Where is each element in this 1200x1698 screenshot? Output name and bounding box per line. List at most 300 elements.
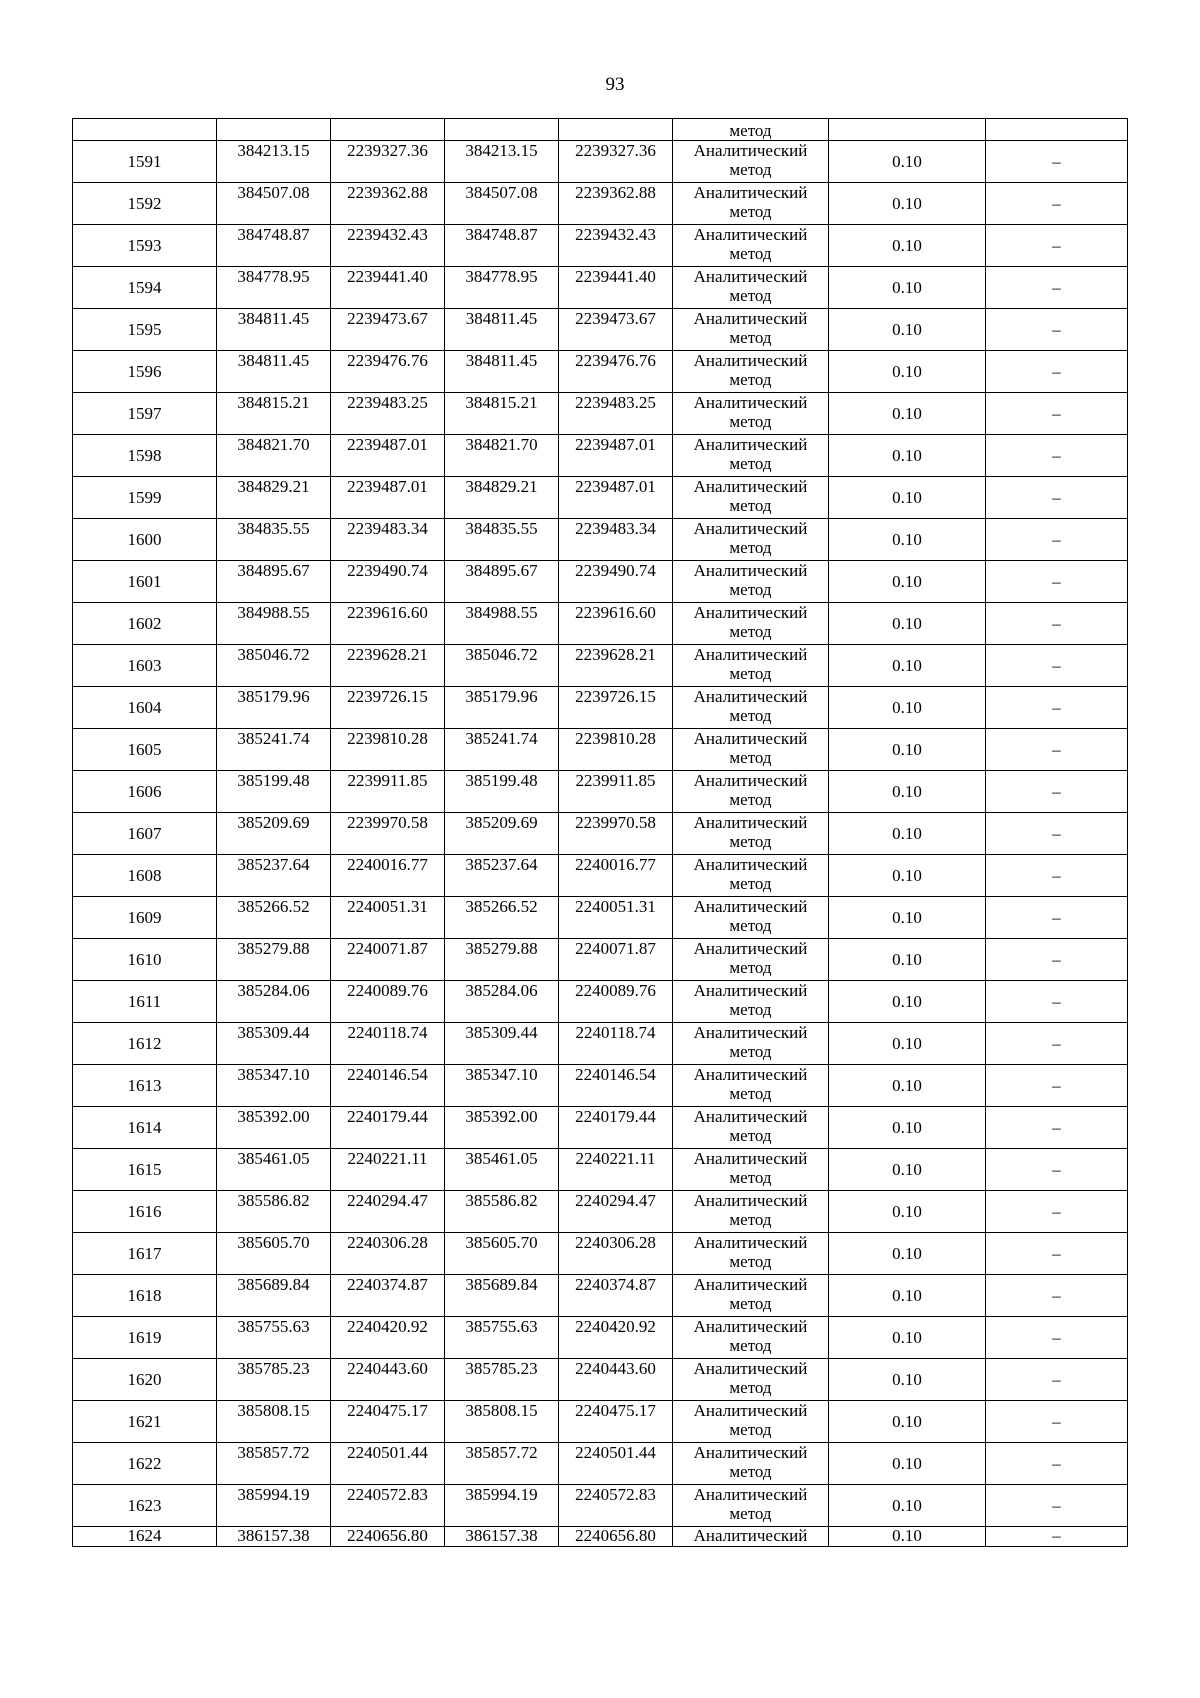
method-line-1: Аналитический [693, 351, 808, 370]
continuation-cell [986, 119, 1128, 141]
method-cell [673, 603, 829, 645]
method-line-2: метод [729, 874, 772, 893]
accuracy: 0.10 [829, 1149, 986, 1191]
note-cell: – [986, 645, 1128, 687]
accuracy: 0.10 [829, 1443, 986, 1485]
accuracy: 0.10 [829, 939, 986, 981]
note-cell: – [986, 477, 1128, 519]
method-line-2: метод [729, 244, 772, 263]
point-number: 1598 [73, 435, 217, 477]
table-row [73, 309, 1128, 351]
y-coordinate-2: 2239432.43 [559, 225, 673, 267]
method-line-2: метод [729, 160, 772, 179]
table-row [73, 1191, 1128, 1233]
y-coordinate-2: 2239490.74 [559, 561, 673, 603]
method-line-2: метод [729, 1252, 772, 1271]
y-coordinate: 2240306.28 [331, 1233, 445, 1275]
x-coordinate: 385241.74 [217, 729, 331, 771]
x-coordinate-2: 384748.87 [445, 225, 559, 267]
y-coordinate-2: 2239487.01 [559, 477, 673, 519]
note-cell: – [986, 225, 1128, 267]
method-cell [673, 813, 829, 855]
method-line-1: Аналитический [693, 267, 808, 286]
continuation-cell [829, 119, 986, 141]
method-line-2: метод [729, 706, 772, 725]
point-number: 1604 [73, 687, 217, 729]
point-number: 1607 [73, 813, 217, 855]
x-coordinate: 385266.52 [217, 897, 331, 939]
method-line-1: Аналитический [693, 1275, 808, 1294]
method-cell [673, 435, 829, 477]
table-row [73, 1065, 1128, 1107]
method-line-1: Аналитический [693, 1149, 808, 1168]
y-coordinate: 2239327.36 [331, 141, 445, 183]
method-line-2: метод [729, 370, 772, 389]
x-coordinate: 385347.10 [217, 1065, 331, 1107]
y-coordinate-2: 2239362.88 [559, 183, 673, 225]
method-line-2: метод [729, 1000, 772, 1019]
continuation-cell [73, 119, 217, 141]
point-number: 1618 [73, 1275, 217, 1317]
method-cell [673, 141, 829, 183]
method-line-2: метод [729, 412, 772, 431]
note-cell: – [986, 603, 1128, 645]
x-coordinate-2: 384213.15 [445, 141, 559, 183]
table-row [73, 1233, 1128, 1275]
point-number: 1601 [73, 561, 217, 603]
method-line-2: метод [729, 1126, 772, 1145]
x-coordinate-2: 385461.05 [445, 1149, 559, 1191]
note-cell: – [986, 1485, 1128, 1527]
accuracy: 0.10 [829, 435, 986, 477]
y-coordinate-2: 2239441.40 [559, 267, 673, 309]
method-line-1: Аналитический [693, 729, 808, 748]
x-coordinate: 384811.45 [217, 309, 331, 351]
point-number: 1591 [73, 141, 217, 183]
x-coordinate-2: 384988.55 [445, 603, 559, 645]
method-cell [673, 1023, 829, 1065]
y-coordinate: 2239487.01 [331, 477, 445, 519]
method-cell [673, 1191, 829, 1233]
method-line-2: метод [729, 286, 772, 305]
y-coordinate-2: 2240179.44 [559, 1107, 673, 1149]
note-cell: – [986, 141, 1128, 183]
x-coordinate-2: 385586.82 [445, 1191, 559, 1233]
accuracy: 0.10 [829, 687, 986, 729]
x-coordinate-2: 385241.74 [445, 729, 559, 771]
accuracy: 0.10 [829, 1317, 986, 1359]
x-coordinate: 384815.21 [217, 393, 331, 435]
table-row [73, 981, 1128, 1023]
method-line-2: метод [729, 748, 772, 767]
method-cell [673, 393, 829, 435]
x-coordinate-2: 385689.84 [445, 1275, 559, 1317]
table-row [73, 1317, 1128, 1359]
accuracy: 0.10 [829, 1023, 986, 1065]
x-coordinate-2: 385857.72 [445, 1443, 559, 1485]
table-row [73, 1485, 1128, 1527]
note-cell: – [986, 687, 1128, 729]
method-line-1: Аналитический [693, 561, 808, 580]
table-body [73, 119, 1128, 1547]
table-row [73, 519, 1128, 561]
accuracy: 0.10 [829, 729, 986, 771]
y-coordinate-2: 2240475.17 [559, 1401, 673, 1443]
note-cell: – [986, 1023, 1128, 1065]
method-line-1: Аналитический [693, 645, 808, 664]
accuracy: 0.10 [829, 225, 986, 267]
x-coordinate-2: 385994.19 [445, 1485, 559, 1527]
point-number: 1613 [73, 1065, 217, 1107]
point-number: 1615 [73, 1149, 217, 1191]
table-row [73, 435, 1128, 477]
method-line-2: метод [729, 1168, 772, 1187]
x-coordinate-2: 385605.70 [445, 1233, 559, 1275]
method-line-1: Аналитический [693, 897, 808, 916]
accuracy: 0.10 [829, 897, 986, 939]
x-coordinate-2: 385179.96 [445, 687, 559, 729]
method-cell [673, 1485, 829, 1527]
x-coordinate: 384213.15 [217, 141, 331, 183]
x-coordinate-2: 386157.38 [445, 1527, 559, 1547]
y-coordinate: 2239473.67 [331, 309, 445, 351]
point-number: 1614 [73, 1107, 217, 1149]
x-coordinate: 385461.05 [217, 1149, 331, 1191]
y-coordinate-2: 2239327.36 [559, 141, 673, 183]
point-number: 1619 [73, 1317, 217, 1359]
method-cell [673, 981, 829, 1023]
y-coordinate: 2239483.25 [331, 393, 445, 435]
x-coordinate: 385785.23 [217, 1359, 331, 1401]
note-cell: – [986, 855, 1128, 897]
y-coordinate: 2240420.92 [331, 1317, 445, 1359]
x-coordinate: 386157.38 [217, 1527, 331, 1547]
y-coordinate: 2239476.76 [331, 351, 445, 393]
y-coordinate: 2239487.01 [331, 435, 445, 477]
note-cell: – [986, 813, 1128, 855]
method-line-1: Аналитический [693, 939, 808, 958]
y-coordinate-2: 2240051.31 [559, 897, 673, 939]
table-row [73, 1107, 1128, 1149]
point-number: 1608 [73, 855, 217, 897]
accuracy: 0.10 [829, 351, 986, 393]
note-cell: – [986, 1401, 1128, 1443]
note-cell: – [986, 435, 1128, 477]
y-coordinate: 2239970.58 [331, 813, 445, 855]
method-line-1: Аналитический [693, 1443, 808, 1462]
x-coordinate-2: 384778.95 [445, 267, 559, 309]
method-line-2: метод [729, 1378, 772, 1397]
table-row [73, 687, 1128, 729]
point-number: 1620 [73, 1359, 217, 1401]
table-row [73, 393, 1128, 435]
point-number: 1592 [73, 183, 217, 225]
x-coordinate: 385994.19 [217, 1485, 331, 1527]
x-coordinate-2: 385808.15 [445, 1401, 559, 1443]
method-cell: Аналитический [673, 1527, 829, 1547]
method-line-2: метод [729, 1210, 772, 1229]
y-coordinate: 2240179.44 [331, 1107, 445, 1149]
y-coordinate-2: 2240118.74 [559, 1023, 673, 1065]
method-line-1: Аналитический [693, 1107, 808, 1126]
point-number: 1597 [73, 393, 217, 435]
y-coordinate-2: 2240572.83 [559, 1485, 673, 1527]
note-cell: – [986, 981, 1128, 1023]
accuracy: 0.10 [829, 981, 986, 1023]
point-number: 1616 [73, 1191, 217, 1233]
method-line-1: Аналитический [693, 1359, 808, 1378]
method-line-2: метод [729, 1420, 772, 1439]
x-coordinate: 385179.96 [217, 687, 331, 729]
y-coordinate: 2240572.83 [331, 1485, 445, 1527]
y-coordinate-2: 2239483.34 [559, 519, 673, 561]
y-coordinate-2: 2240656.80 [559, 1527, 673, 1547]
method-line-1: Аналитический [693, 477, 808, 496]
method-line-2: метод [729, 958, 772, 977]
method-line-1: Аналитический [693, 771, 808, 790]
y-coordinate: 2240656.80 [331, 1527, 445, 1547]
point-number: 1624 [73, 1527, 217, 1547]
x-coordinate-2: 384811.45 [445, 309, 559, 351]
x-coordinate: 384811.45 [217, 351, 331, 393]
table-row [73, 1023, 1128, 1065]
method-line-2: метод [729, 1504, 772, 1523]
method-line-2: метод [729, 496, 772, 515]
table-row [73, 267, 1128, 309]
accuracy: 0.10 [829, 183, 986, 225]
method-line-1: Аналитический [693, 519, 808, 538]
method-cell [673, 309, 829, 351]
y-coordinate-2: 2239483.25 [559, 393, 673, 435]
y-coordinate: 2239726.15 [331, 687, 445, 729]
accuracy: 0.10 [829, 1233, 986, 1275]
point-number: 1610 [73, 939, 217, 981]
x-coordinate-2: 385209.69 [445, 813, 559, 855]
accuracy: 0.10 [829, 309, 986, 351]
point-number: 1622 [73, 1443, 217, 1485]
method-cell [673, 1065, 829, 1107]
method-cell [673, 855, 829, 897]
method-line-2: метод [729, 790, 772, 809]
x-coordinate: 384895.67 [217, 561, 331, 603]
x-coordinate: 385586.82 [217, 1191, 331, 1233]
note-cell: – [986, 1065, 1128, 1107]
method-cell [673, 267, 829, 309]
method-cell [673, 1275, 829, 1317]
point-number: 1621 [73, 1401, 217, 1443]
table-row [73, 1443, 1128, 1485]
x-coordinate-2: 385279.88 [445, 939, 559, 981]
y-coordinate: 2239616.60 [331, 603, 445, 645]
x-coordinate: 385209.69 [217, 813, 331, 855]
x-coordinate-2: 384895.67 [445, 561, 559, 603]
x-coordinate-2: 384811.45 [445, 351, 559, 393]
method-line-2: метод [729, 832, 772, 851]
continuation-cell [331, 119, 445, 141]
y-coordinate-2: 2240306.28 [559, 1233, 673, 1275]
table-row-last [73, 1527, 1128, 1547]
note-cell: – [986, 351, 1128, 393]
x-coordinate: 385808.15 [217, 1401, 331, 1443]
table-row [73, 603, 1128, 645]
x-coordinate-2: 385266.52 [445, 897, 559, 939]
y-coordinate: 2239628.21 [331, 645, 445, 687]
method-line-1: Аналитический [693, 1485, 808, 1504]
method-cell [673, 477, 829, 519]
point-number: 1602 [73, 603, 217, 645]
method-line-1: Аналитический [693, 1401, 808, 1420]
note-cell: – [986, 1191, 1128, 1233]
point-number: 1609 [73, 897, 217, 939]
y-coordinate-2: 2240221.11 [559, 1149, 673, 1191]
method-cell [673, 183, 829, 225]
method-line-1: Аналитический [693, 981, 808, 1000]
method-line-2: метод [729, 580, 772, 599]
point-number: 1606 [73, 771, 217, 813]
y-coordinate-2: 2239810.28 [559, 729, 673, 771]
note-cell: – [986, 1275, 1128, 1317]
y-coordinate-2: 2240501.44 [559, 1443, 673, 1485]
method-line-1: Аналитический [693, 687, 808, 706]
point-number: 1593 [73, 225, 217, 267]
y-coordinate: 2240501.44 [331, 1443, 445, 1485]
x-coordinate: 385309.44 [217, 1023, 331, 1065]
x-coordinate-2: 385199.48 [445, 771, 559, 813]
y-coordinate: 2239911.85 [331, 771, 445, 813]
x-coordinate: 384821.70 [217, 435, 331, 477]
note-cell: – [986, 897, 1128, 939]
accuracy: 0.10 [829, 1191, 986, 1233]
method-line-2: метод [729, 1336, 772, 1355]
method-line-2: метод [729, 538, 772, 557]
coordinates-table [72, 118, 1128, 1547]
note-cell: – [986, 1443, 1128, 1485]
x-coordinate: 384988.55 [217, 603, 331, 645]
y-coordinate: 2239490.74 [331, 561, 445, 603]
point-number: 1600 [73, 519, 217, 561]
table-row [73, 939, 1128, 981]
x-coordinate: 385857.72 [217, 1443, 331, 1485]
method-line-1: Аналитический [693, 1317, 808, 1336]
y-coordinate: 2239441.40 [331, 267, 445, 309]
accuracy: 0.10 [829, 561, 986, 603]
method-line-1: Аналитический [693, 855, 808, 874]
table-row [73, 477, 1128, 519]
method-line-2: метод [729, 202, 772, 221]
accuracy: 0.10 [829, 1527, 986, 1547]
table-row [73, 561, 1128, 603]
table-row [73, 1401, 1128, 1443]
table-row [73, 1275, 1128, 1317]
x-coordinate-2: 384815.21 [445, 393, 559, 435]
y-coordinate-2: 2240294.47 [559, 1191, 673, 1233]
y-coordinate-2: 2239911.85 [559, 771, 673, 813]
x-coordinate: 384778.95 [217, 267, 331, 309]
x-coordinate: 385392.00 [217, 1107, 331, 1149]
table-row [73, 141, 1128, 183]
continuation-cell [217, 119, 331, 141]
accuracy: 0.10 [829, 645, 986, 687]
method-cell [673, 225, 829, 267]
y-coordinate: 2239432.43 [331, 225, 445, 267]
note-cell: – [986, 729, 1128, 771]
note-cell: – [986, 393, 1128, 435]
table-row [73, 729, 1128, 771]
y-coordinate: 2239362.88 [331, 183, 445, 225]
point-number: 1603 [73, 645, 217, 687]
note-cell: – [986, 519, 1128, 561]
x-coordinate: 385237.64 [217, 855, 331, 897]
method-cell [673, 1359, 829, 1401]
accuracy: 0.10 [829, 603, 986, 645]
method-line-1: Аналитический [693, 141, 808, 160]
x-coordinate: 385046.72 [217, 645, 331, 687]
table-row [73, 225, 1128, 267]
accuracy: 0.10 [829, 519, 986, 561]
method-line-2: метод [729, 1042, 772, 1061]
y-coordinate: 2239810.28 [331, 729, 445, 771]
y-coordinate-2: 2239970.58 [559, 813, 673, 855]
y-coordinate: 2240118.74 [331, 1023, 445, 1065]
y-coordinate: 2239483.34 [331, 519, 445, 561]
note-cell: – [986, 1527, 1128, 1547]
x-coordinate: 384835.55 [217, 519, 331, 561]
method-cell [673, 1443, 829, 1485]
method-cell [673, 1317, 829, 1359]
table-row [73, 1149, 1128, 1191]
accuracy: 0.10 [829, 141, 986, 183]
method-cell [673, 687, 829, 729]
x-coordinate-2: 385347.10 [445, 1065, 559, 1107]
table-row [73, 645, 1128, 687]
y-coordinate-2: 2239476.76 [559, 351, 673, 393]
point-number: 1611 [73, 981, 217, 1023]
method-line-2: метод [729, 454, 772, 473]
method-cell [673, 897, 829, 939]
point-number: 1596 [73, 351, 217, 393]
method-line-2: метод [729, 664, 772, 683]
continuation-row [73, 119, 1128, 141]
table-row [73, 855, 1128, 897]
y-coordinate-2: 2239628.21 [559, 645, 673, 687]
accuracy: 0.10 [829, 813, 986, 855]
note-cell: – [986, 267, 1128, 309]
method-cell [673, 1401, 829, 1443]
x-coordinate-2: 385309.44 [445, 1023, 559, 1065]
method-continuation: метод [673, 119, 829, 141]
x-coordinate: 384829.21 [217, 477, 331, 519]
y-coordinate: 2240071.87 [331, 939, 445, 981]
accuracy: 0.10 [829, 1485, 986, 1527]
x-coordinate-2: 385284.06 [445, 981, 559, 1023]
y-coordinate-2: 2240420.92 [559, 1317, 673, 1359]
y-coordinate: 2240016.77 [331, 855, 445, 897]
method-cell [673, 771, 829, 813]
method-line-1: Аналитический [693, 1191, 808, 1210]
accuracy: 0.10 [829, 1275, 986, 1317]
x-coordinate: 384748.87 [217, 225, 331, 267]
point-number: 1594 [73, 267, 217, 309]
method-line-2: метод [729, 1462, 772, 1481]
y-coordinate-2: 2240374.87 [559, 1275, 673, 1317]
method-line-1: Аналитический [693, 813, 808, 832]
page-number: 93 [605, 74, 625, 95]
x-coordinate-2: 384821.70 [445, 435, 559, 477]
x-coordinate: 385605.70 [217, 1233, 331, 1275]
y-coordinate: 2240146.54 [331, 1065, 445, 1107]
method-cell [673, 645, 829, 687]
y-coordinate: 2240374.87 [331, 1275, 445, 1317]
